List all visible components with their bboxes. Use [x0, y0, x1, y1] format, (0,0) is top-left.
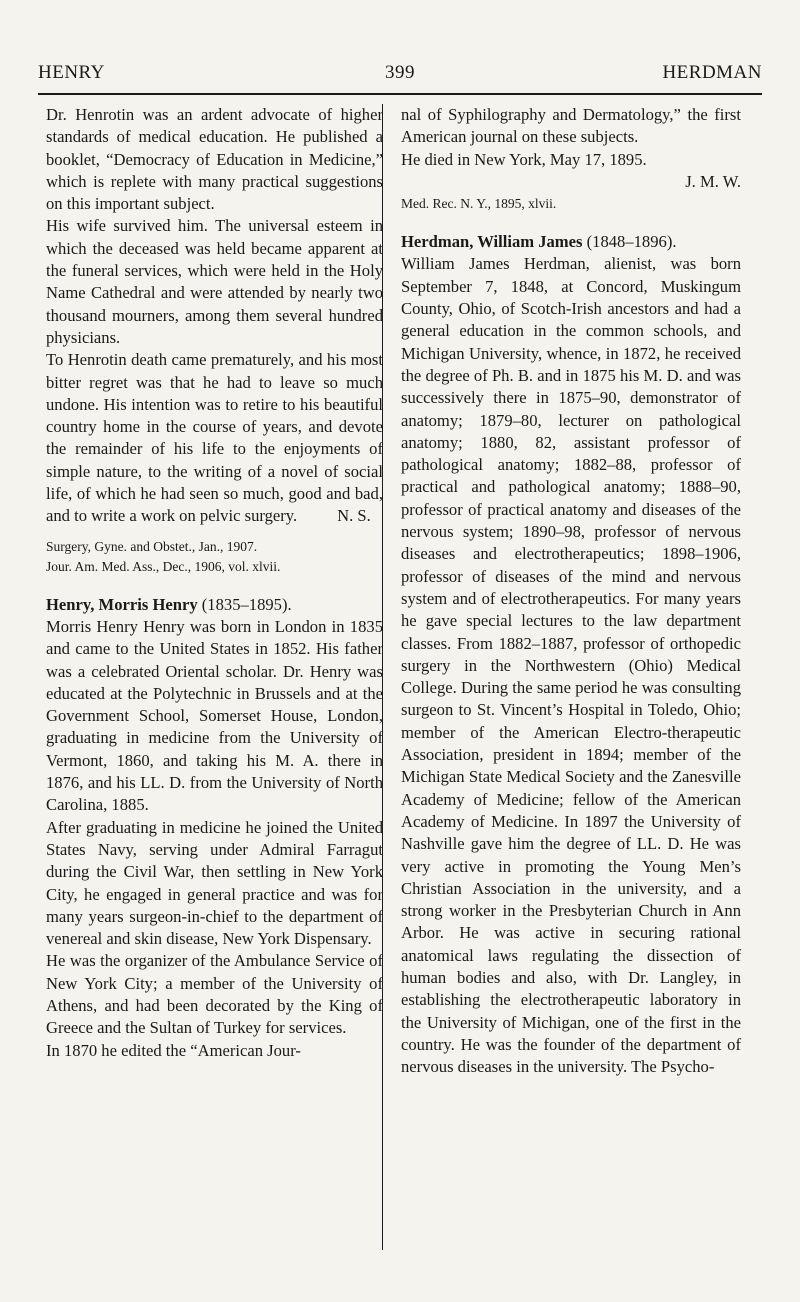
- herdman-entry-heading: [401, 231, 741, 253]
- henry-entry-heading: [46, 594, 383, 616]
- henry-death-paragraph: He died in New York, May 17, 1895.: [401, 149, 647, 169]
- henry-continued-paragraph: nal of Syphilography and Dermatology,” the first American journal on these subjects.: [401, 105, 741, 147]
- author-initials-ns: N. S.: [337, 506, 371, 526]
- header-rule: [38, 93, 762, 95]
- author-initials-jmw: J. M. W.: [685, 171, 741, 191]
- henry-entry-dates: (1835–1895).: [197, 594, 292, 614]
- herdman-entry-dates: (1848–1896).: [582, 232, 677, 252]
- page-number: 399: [385, 62, 415, 83]
- henry-paragraph-4: In 1870 he edited the “American Jour-: [46, 1040, 301, 1060]
- henry-paragraph-1: Morris Henry Henry was born in London in 1835 and came to the United States in 1852. His father was a celebrated Oriental scholar. Dr. Henry was educated at the Polytechnic in Brussels and at the Government School, Somerset House, London, graduating in medicine from the University of Vermont, 1860, and taking his M. A. there in 1876, and his LL. D. from the University of North Carolina, 1885.: [46, 616, 383, 815]
- header-left-word: HENRY: [38, 62, 105, 83]
- reference-med-rec: Med. Rec. N. Y., 1895, xlvii.: [401, 196, 557, 212]
- reference-jama: Jour. Am. Med. Ass., Dec., 1906, vol. xlvii.: [46, 558, 281, 574]
- henrotin-paragraph-3: [46, 349, 383, 527]
- henry-paragraph-3: He was the organizer of the Ambulance Service of New York City; a member of the University of Athens, and had been decorated by the King of Greece and the Sultan of Turkey for services.: [46, 951, 383, 1038]
- column-divider: [382, 104, 383, 1250]
- henrotin-paragraph-2: His wife survived him. The universal esteem in which the deceased was held became apparent at the funeral services, which were held in the Holy Name Cathedral and were attended by nearly two thousand mourners, among them several hundred physicians.: [46, 216, 383, 347]
- henrotin-paragraph-3-text: To Henrotin death came prematurely, and his most bitter regret was that he had to leave so much undone. His intention was to retire to his beautiful country home in the course of years, and devote the remainder of his life to the enjoyments of simple nature, to the writing of a novel of social life, of which he had seen so much, good and bad, and to write a work on pelvic surgery.: [46, 350, 383, 526]
- herdman-paragraph-1: William James Herdman, alienist, was born September 7, 1848, at Concord, Muskingum County, Ohio, of Scotch-Irish ancestors and had a general education in the common schools, and Michigan University, whence, in 1872, he received the degree of Ph. B. and in 1875 his M. D. and was successively there in 1875–90, demonstrator of anatomy; 1879–80, lecturer on pathological anatomy; 1880, 82, assistant professor of pathological anatomy; 1882–88, professor of practical and pathological anatomy; 1888–90, professor of practical anatomy and diseases of the nervous system; 1890–98, professor of nervous diseases and electrotherapeutics; 1898–1906, professor of diseases of the mind and nervous system and of electrotherapeutics. For many years he gave special lectures to the law department classes. From 1882–1887, professor of orthopedic surgery in the Northwestern (Ohio) Medical College. During the same period he was consulting surgeon to St. Vincent’s Hospital in Toledo, Ohio; member of the American Electro-therapeutic Association, president in 1894; member of the Michigan State Medical Society and the Zanesville Academy of Medicine; fellow of the American Academy of Medicine. In 1897 the University of Nashville gave him the degree of LL. D. He was very active in promoting the Young Men’s Christian Association in the university, and a strong worker in the Presbyterian Church in Ann Arbor. He was active in securing rational anatomical laws regulating the dissection of human bodies and also, with Dr. Langley, in establishing the electrotherapeutic laboratory in the University of Michigan, one of the first in the country. He was the founder of the department of nervous diseases in the university. The Psycho-: [401, 254, 741, 1077]
- header-right-word: HERDMAN: [662, 62, 762, 83]
- running-header: [38, 62, 762, 92]
- henrotin-paragraph-1: Dr. Henrotin was an ardent advocate of higher standards of medical education. He published a booklet, “Democracy of Education in Medicine,” which is replete with many practical suggestions on this important subject.: [46, 105, 383, 214]
- herdman-entry-name: Herdman, William James: [401, 232, 583, 252]
- henry-entry-name: Henry, Morris Henry: [46, 594, 198, 614]
- henry-paragraph-2: After graduating in medicine he joined the United States Navy, serving under Admiral Farragut during the Civil War, then settling in New York City, he engaged in general practice and was for many years surgeon-in-chief to the department of venereal and skin disease, New York Dispensary.: [46, 817, 383, 949]
- right-column: [401, 104, 741, 1078]
- reference-surgery: Surgery, Gyne. and Obstet., Jan., 1907.: [46, 538, 258, 554]
- left-column: [46, 104, 383, 1062]
